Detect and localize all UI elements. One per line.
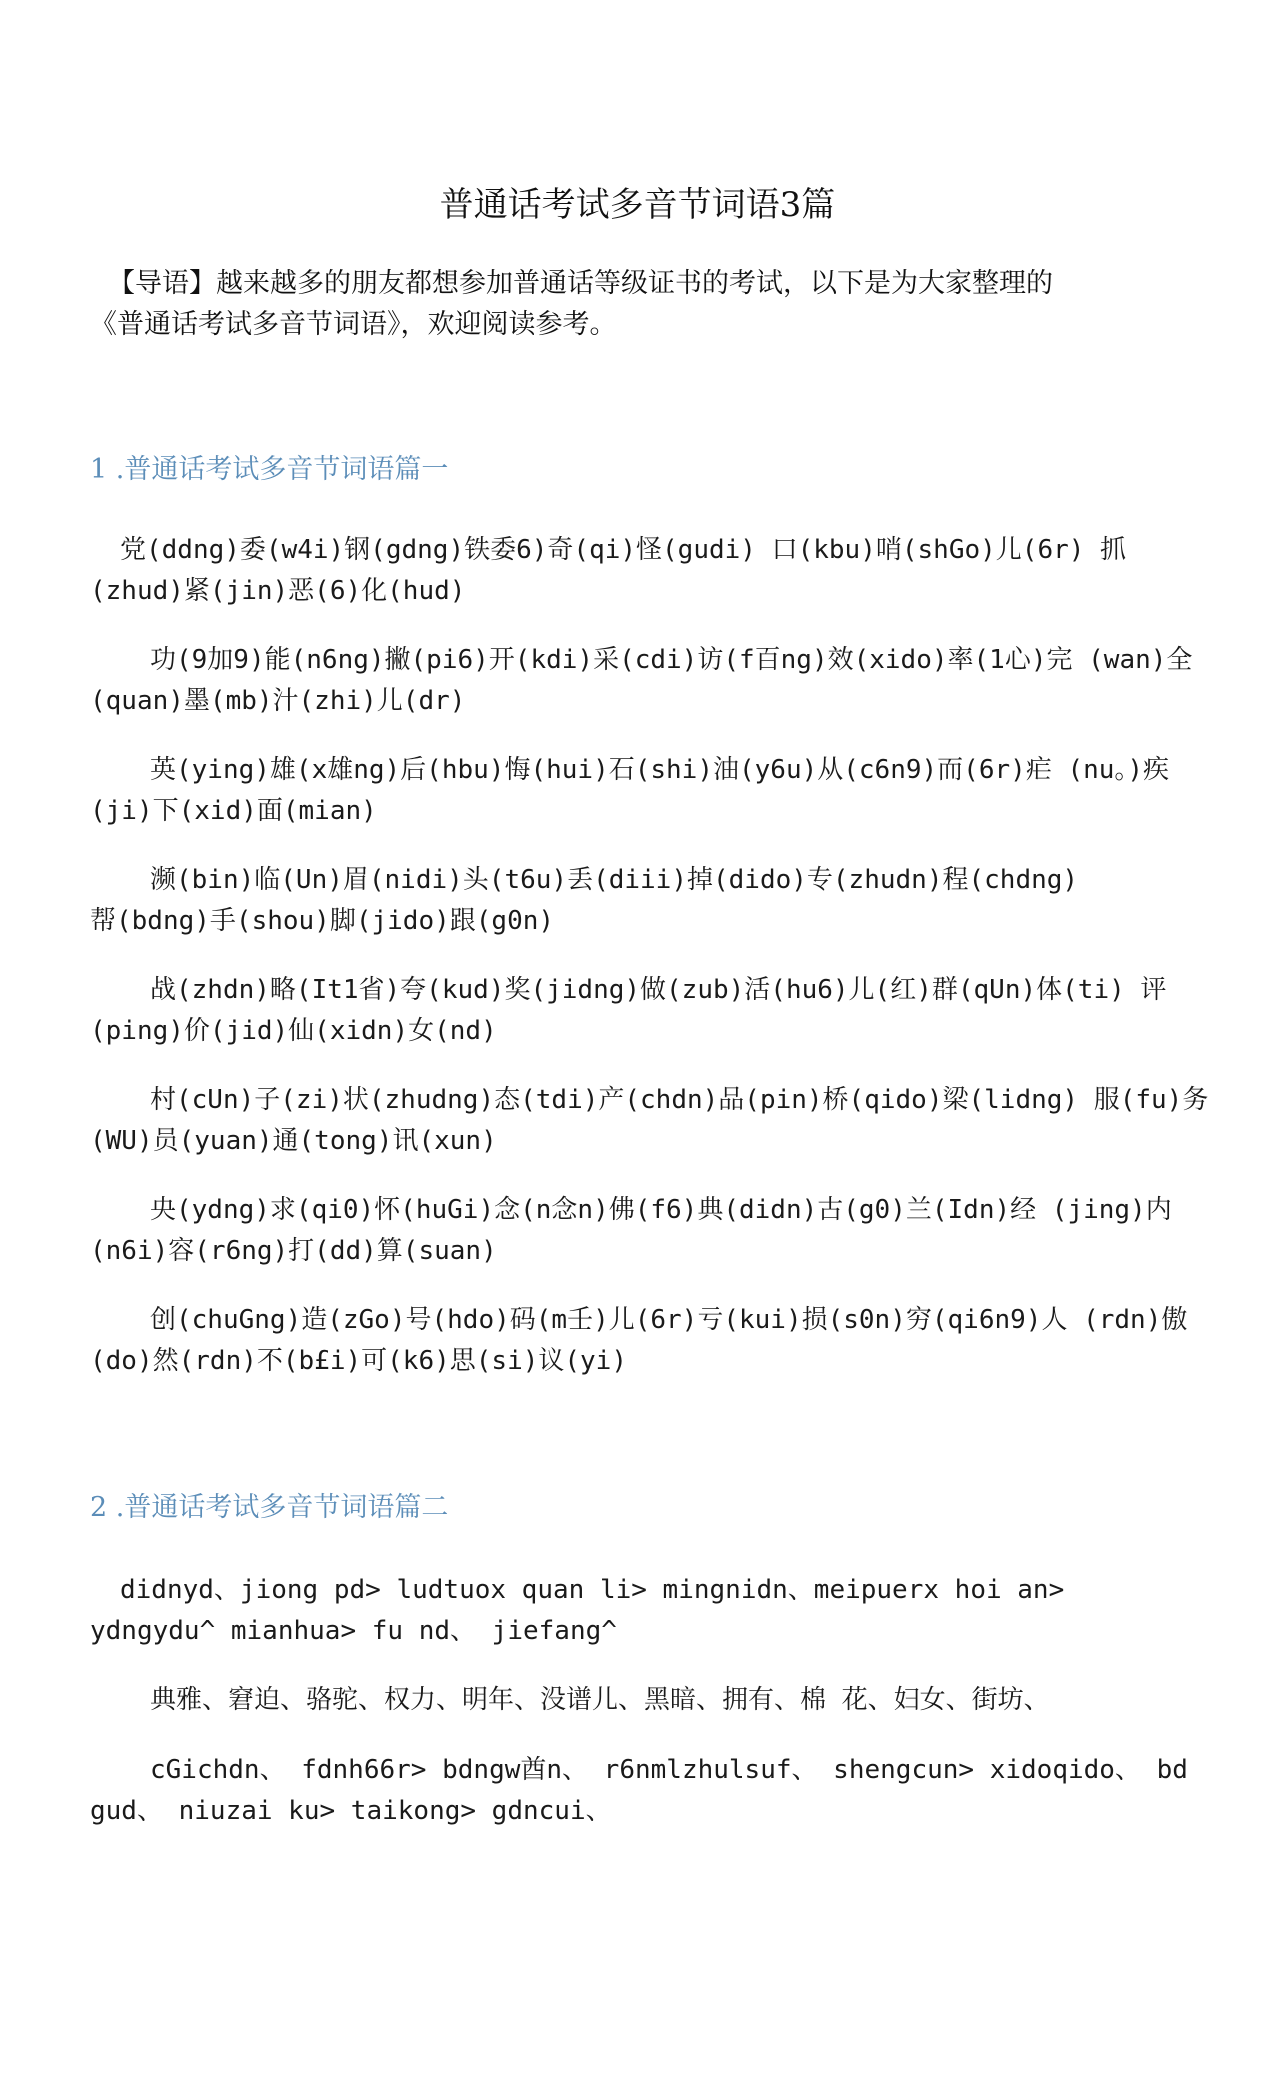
- word-paragraph: [90, 1680, 1200, 1721]
- paragraph-line: (ji)下(xid)面(mian): [90, 796, 377, 826]
- paragraph-line: ydngydu^ mianhua> fu nd、 jiefang^: [90, 1616, 617, 1646]
- intro-line: 【导语】越来越多的朋友都想参加普通话等级证书的考试，以下是为大家整理的: [108, 268, 1053, 299]
- word-paragraph: [90, 1570, 1200, 1652]
- section-heading-1: 1 .普通话考试多音节词语篇一: [90, 454, 449, 485]
- word-paragraph: [90, 1190, 1200, 1272]
- paragraph-line: (zhud)紧(jin)恶(6)化(hud): [90, 576, 466, 606]
- paragraph-line: 党(ddng)委(w4i)钢(gdng)铁委6)奇(qi)怪(gudi) 口(kbu)哨(shGo)儿(6r) 抓: [120, 535, 1127, 565]
- paragraph-line: (WU)员(yuan)通(tong)讯(xun): [90, 1126, 497, 1156]
- word-paragraph: [90, 1300, 1200, 1382]
- word-paragraph: [90, 970, 1200, 1052]
- paragraph-line: 典雅、窘迫、骆驼、权力、明年、没谱儿、黑暗、拥有、棉 花、妇女、街坊、: [150, 1685, 1050, 1715]
- word-paragraph: [90, 860, 1200, 942]
- intro-line: 《普通话考试多音节词语》，欢迎阅读参考。: [90, 309, 617, 340]
- word-paragraph: [90, 750, 1200, 832]
- word-paragraph: [90, 1750, 1200, 1832]
- paragraph-line: 战(zhdn)略(It1省)夸(kud)奖(jidng)做(zub)活(hu6)儿(红)群(qUn)体(ti) 评: [150, 975, 1167, 1005]
- paragraph-line: (quan)墨(mb)汁(zhi)儿(dr): [90, 686, 466, 716]
- paragraph-line: 英(ying)雄(x雄ng)后(hbu)悔(hui)石(shi)油(y6u)从(c6n9)而(6r)疟 (nu。)疾: [150, 755, 1170, 785]
- word-paragraph: [90, 530, 1200, 612]
- paragraph-line: 帮(bdng)手(shou)脚(jido)跟(g0n): [90, 906, 555, 936]
- paragraph-line: 功(9加9)能(n6ng)撇(pi6)开(kdi)采(cdi)访(f百ng)效(xido)率(1心)完 (wan)全: [150, 645, 1193, 675]
- paragraph-line: 创(chuGng)造(zGo)号(hdo)码(m壬)儿(6r)亏(kui)损(s0n)穷(qi6n9)人 (rdn)傲: [150, 1305, 1188, 1335]
- document-title: 普通话考试多音节词语3篇: [439, 185, 836, 225]
- paragraph-line: gud、 niuzai ku> taikong> gdncui、: [90, 1796, 612, 1826]
- paragraph-line: didnyd、jiong pd> ludtuox quan li> mingnidn、meipuerx hoi an>: [120, 1575, 1065, 1605]
- word-paragraph: [90, 640, 1200, 722]
- paragraph-line: (n6i)容(r6ng)打(dd)算(suan): [90, 1236, 497, 1266]
- paragraph-line: (do)然(rdn)不(b£i)可(k6)思(si)议(yi): [90, 1346, 627, 1376]
- paragraph-line: cGichdn、 fdnh66r> bdngw酋n、 r6nmlzhulsuf、 shengcun> xidoqido、 bd: [150, 1755, 1188, 1785]
- paragraph-line: 村(cUn)子(zi)状(zhudng)态(tdi)产(chdn)品(pin)桥(qido)梁(lidng) 服(fu)务: [150, 1085, 1209, 1115]
- section-heading-2: 2 .普通话考试多音节词语篇二: [90, 1492, 449, 1523]
- paragraph-line: 央(ydng)求(qi0)怀(huGi)念(n念n)佛(f6)典(didn)古(g0)兰(Idn)经 (jing)内: [150, 1195, 1172, 1225]
- paragraph-line: 濒(bin)临(Un)眉(nidi)头(t6u)丢(diii)掉(dido)专(zhudn)程(chdng): [150, 865, 1079, 895]
- intro-paragraph: [90, 263, 1190, 345]
- paragraph-line: (ping)价(jid)仙(xidn)女(nd): [90, 1016, 497, 1046]
- word-paragraph: [90, 1080, 1209, 1162]
